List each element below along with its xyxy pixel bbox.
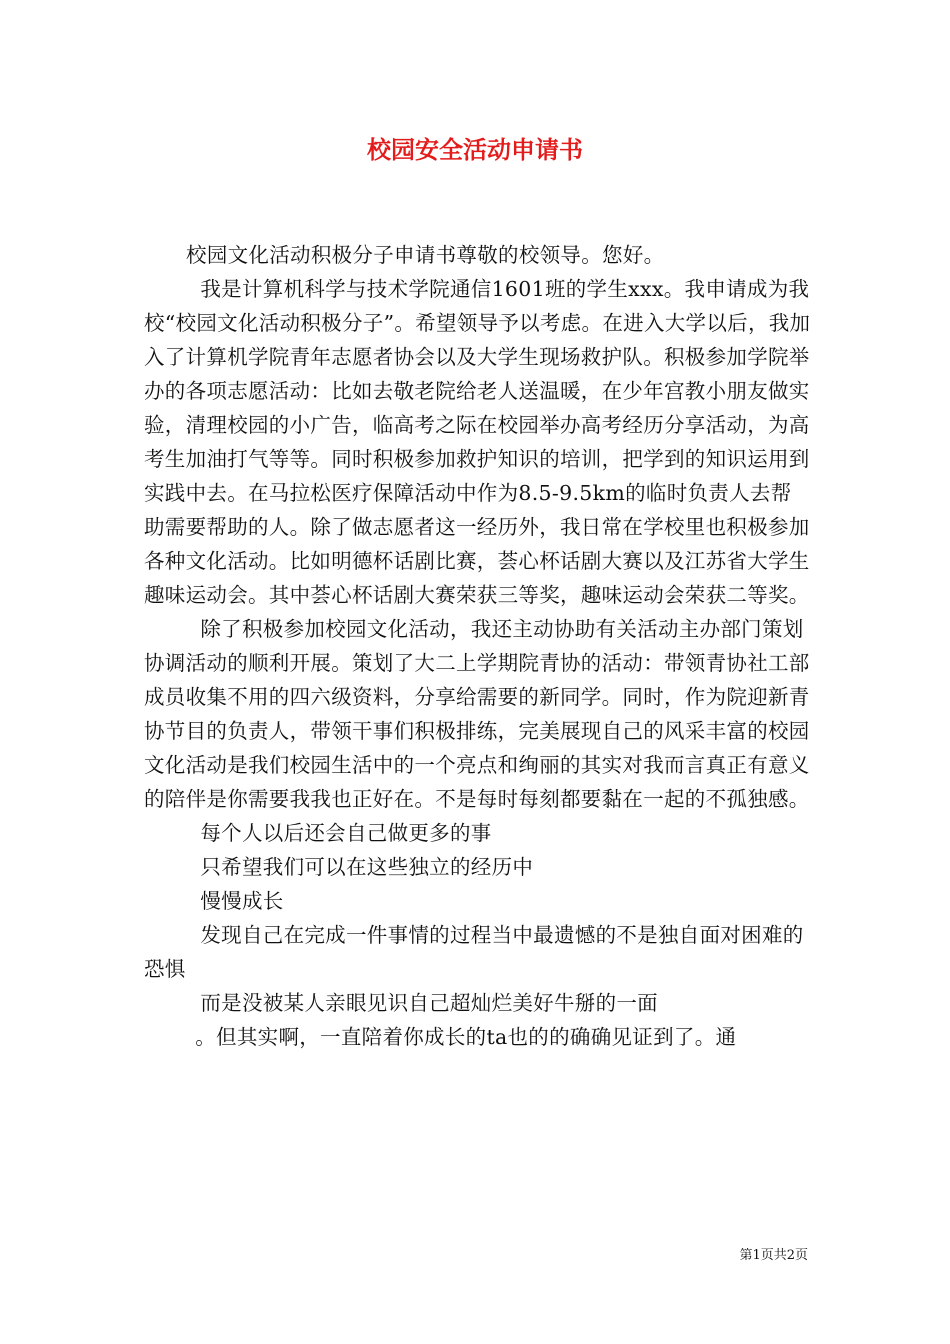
document-title: 校园安全活动申请书 [367, 135, 583, 164]
paragraph-introduction: 我是计算机科学与技术学院通信1601班的学生xxx。我申请成为我校“校园文化活动积极分子”。希望领导予以考虑。在进入大学以后，我加入了计算机学院青年志愿者协会以及大学生现场救护队。积极参加学院举办的各项志愿活动：比如去敬老院给老人送温暖，在少年宫教小朋友做实验，清理校园的小广告，临高考之际在校园举办高考经历分享活动，为高考生加油打气等等。同时积极参加救护知识的培训，把学到的知识运用到实践中去。在马拉松医疗保障活动中作为8.5-9.5km的临时负责人去帮助需要帮助的人。除了做志愿者这一经历外，我日常在学校里也积极参加各种文化活动。比如明德杯话剧比赛，荟心杯话剧大赛以及江苏省大学生趣味运动会。其中荟心杯话剧大赛荣获三等奖，趣味运动会荣获二等奖。 [144, 277, 811, 607]
paragraph-line-5: 而是没被某人亲眼见识自己超灿烂美好牛掰的一面 [200, 991, 658, 1015]
paragraph-line-6: 。但其实啊，一直陪着你成长的ta也的的确确见证到了。通 [195, 1025, 737, 1049]
page-number-footer: 第1页共2页 [739, 1248, 808, 1263]
paragraph-salutation: 校园文化活动积极分子申请书尊敬的校领导。您好。 [186, 243, 665, 267]
paragraph-line-4: 发现自己在完成一件事情的过程当中最遗憾的不是独自面对困难的恐惧 [144, 923, 804, 981]
paragraph-activities: 除了积极参加校园文化活动，我还主动协助有关活动主办部门策划协调活动的顺利开展。策划了大二上学期院青协的活动：带领青协社工部成员收集不用的四六级资料，分享给需要的新同学。同时，作为院迎新青协节目的负责人，带领干事们积极排练，完美展现自己的风采丰富的校园文化活动是我们校园生活中的一个亮点和绚丽的其实对我而言真正有意义的陪伴是你需要我我也正好在。不是每时每刻都要黏在一起的不孤独感。 [144, 617, 810, 811]
paragraph-line-1: 每个人以后还会自己做更多的事 [200, 821, 492, 845]
paragraph-line-2: 只希望我们可以在这些独立的经历中 [200, 855, 534, 879]
document-body [144, 238, 812, 1054]
paragraph-line-3: 慢慢成长 [200, 889, 284, 913]
